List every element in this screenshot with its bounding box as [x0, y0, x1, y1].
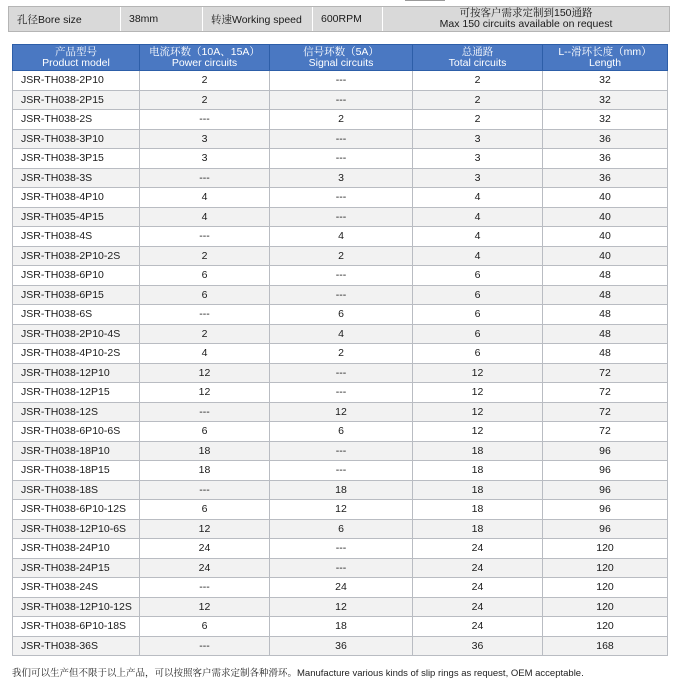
- table-row: [13, 441, 668, 461]
- table-row: [13, 363, 668, 383]
- cell-product-model: JSR-TH038-12P10-12S: [13, 597, 140, 617]
- cell-signal-circuits: ---: [270, 90, 413, 110]
- footer-note: 我们可以生产但不限于以上产品，可以按照客户需求定制各种滑环。Manufacture various kinds of slip rings as request, OEM acceptable.: [12, 668, 584, 679]
- table-row: [13, 422, 668, 442]
- cell-power-circuits: 2: [140, 246, 270, 266]
- table-row: [13, 129, 668, 149]
- cell-power-circuits: 24: [140, 558, 270, 578]
- cell-power-circuits: 12: [140, 597, 270, 617]
- header-product-model: [13, 45, 140, 71]
- cell-product-model: JSR-TH038-2P10-2S: [13, 246, 140, 266]
- table-row: [13, 402, 668, 422]
- cell-power-circuits: 24: [140, 539, 270, 559]
- cell-power-circuits: 6: [140, 285, 270, 305]
- header-power-circuits: [140, 45, 270, 71]
- table-row: [13, 71, 668, 91]
- cell-power-circuits: ---: [140, 480, 270, 500]
- cell-length: 168: [543, 636, 668, 656]
- cell-length: 40: [543, 246, 668, 266]
- cell-total-circuits: 6: [413, 305, 543, 325]
- cell-total-circuits: 12: [413, 422, 543, 442]
- cell-product-model: JSR-TH038-3P10: [13, 129, 140, 149]
- cell-signal-circuits: 6: [270, 422, 413, 442]
- cell-power-circuits: 3: [140, 129, 270, 149]
- cell-power-circuits: ---: [140, 305, 270, 325]
- cell-power-circuits: ---: [140, 636, 270, 656]
- cell-total-circuits: 12: [413, 363, 543, 383]
- cell-signal-circuits: ---: [270, 71, 413, 91]
- header-cn: L--滑环长度（mm）: [558, 45, 652, 58]
- custom-note: [383, 7, 669, 31]
- cell-power-circuits: 6: [140, 422, 270, 442]
- cell-length: 40: [543, 188, 668, 208]
- table-row: [13, 383, 668, 403]
- cell-signal-circuits: ---: [270, 207, 413, 227]
- table-row: [13, 578, 668, 598]
- cell-length: 48: [543, 305, 668, 325]
- cell-signal-circuits: 4: [270, 227, 413, 247]
- cell-product-model: JSR-TH038-12P10-6S: [13, 519, 140, 539]
- cell-product-model: JSR-TH038-18P10: [13, 441, 140, 461]
- cell-length: 36: [543, 149, 668, 169]
- header-length: [543, 45, 668, 71]
- cell-total-circuits: 4: [413, 246, 543, 266]
- header-en: Signal circuits: [308, 56, 374, 69]
- cell-length: 48: [543, 344, 668, 364]
- cell-signal-circuits: ---: [270, 149, 413, 169]
- cell-power-circuits: ---: [140, 227, 270, 247]
- table-row: [13, 617, 668, 637]
- table-row: [13, 207, 668, 227]
- cell-power-circuits: ---: [140, 578, 270, 598]
- cell-signal-circuits: 18: [270, 480, 413, 500]
- cell-total-circuits: 12: [413, 402, 543, 422]
- header-cn: 电流环数（10A、15A）: [149, 45, 260, 58]
- cell-length: 120: [543, 578, 668, 598]
- cell-total-circuits: 18: [413, 461, 543, 481]
- custom-note-cn: 可按客户需求定制到150通路: [459, 7, 593, 19]
- cell-length: 96: [543, 441, 668, 461]
- cell-power-circuits: 18: [140, 441, 270, 461]
- table-row: [13, 461, 668, 481]
- cell-signal-circuits: ---: [270, 285, 413, 305]
- cell-length: 120: [543, 597, 668, 617]
- cell-total-circuits: 18: [413, 480, 543, 500]
- cell-product-model: JSR-TH038-4P10-2S: [13, 344, 140, 364]
- cell-total-circuits: 12: [413, 383, 543, 403]
- cell-power-circuits: 12: [140, 383, 270, 403]
- cell-length: 96: [543, 519, 668, 539]
- table-row: [13, 227, 668, 247]
- cell-power-circuits: ---: [140, 110, 270, 130]
- cell-length: 32: [543, 110, 668, 130]
- cell-total-circuits: 24: [413, 578, 543, 598]
- cell-power-circuits: ---: [140, 402, 270, 422]
- cell-product-model: JSR-TH038-12P10: [13, 363, 140, 383]
- cell-length: 120: [543, 617, 668, 637]
- header-total-circuits: [413, 45, 543, 71]
- cell-total-circuits: 6: [413, 344, 543, 364]
- header-en: Length: [588, 56, 622, 69]
- cell-product-model: JSR-TH038-6P10: [13, 266, 140, 286]
- table-header-row: [13, 45, 668, 71]
- table-row: [13, 285, 668, 305]
- cell-total-circuits: 2: [413, 71, 543, 91]
- cell-product-model: JSR-TH038-18P15: [13, 461, 140, 481]
- cell-power-circuits: 6: [140, 266, 270, 286]
- cell-total-circuits: 4: [413, 207, 543, 227]
- cell-total-circuits: 2: [413, 90, 543, 110]
- cell-signal-circuits: ---: [270, 461, 413, 481]
- table-row: [13, 597, 668, 617]
- table-row: [13, 266, 668, 286]
- cell-length: 48: [543, 266, 668, 286]
- cell-product-model: JSR-TH038-2P10-4S: [13, 324, 140, 344]
- header-en: Total circuits: [448, 56, 507, 69]
- table-row: [13, 344, 668, 364]
- cell-product-model: JSR-TH035-4P15: [13, 207, 140, 227]
- cell-signal-circuits: ---: [270, 441, 413, 461]
- cell-signal-circuits: 2: [270, 110, 413, 130]
- top-divider-line: [405, 0, 445, 1]
- cell-signal-circuits: ---: [270, 266, 413, 286]
- cell-power-circuits: 2: [140, 324, 270, 344]
- cell-product-model: JSR-TH038-36S: [13, 636, 140, 656]
- cell-length: 120: [543, 558, 668, 578]
- cell-product-model: JSR-TH038-24P10: [13, 539, 140, 559]
- cell-length: 96: [543, 500, 668, 520]
- cell-total-circuits: 3: [413, 149, 543, 169]
- table-row: [13, 188, 668, 208]
- cell-length: 120: [543, 539, 668, 559]
- cell-signal-circuits: 12: [270, 597, 413, 617]
- cell-total-circuits: 3: [413, 168, 543, 188]
- cell-product-model: JSR-TH038-6P10-12S: [13, 500, 140, 520]
- cell-product-model: JSR-TH038-2P15: [13, 90, 140, 110]
- table-row: [13, 110, 668, 130]
- cell-product-model: JSR-TH038-18S: [13, 480, 140, 500]
- cell-signal-circuits: 2: [270, 344, 413, 364]
- cell-length: 72: [543, 422, 668, 442]
- cell-power-circuits: 2: [140, 71, 270, 91]
- cell-total-circuits: 18: [413, 441, 543, 461]
- cell-total-circuits: 24: [413, 558, 543, 578]
- cell-power-circuits: 6: [140, 500, 270, 520]
- cell-total-circuits: 2: [413, 110, 543, 130]
- header-signal-circuits: [270, 45, 413, 71]
- cell-total-circuits: 3: [413, 129, 543, 149]
- cell-signal-circuits: 3: [270, 168, 413, 188]
- table-row: [13, 500, 668, 520]
- cell-total-circuits: 6: [413, 285, 543, 305]
- cell-signal-circuits: 4: [270, 324, 413, 344]
- cell-product-model: JSR-TH038-2S: [13, 110, 140, 130]
- cell-total-circuits: 6: [413, 324, 543, 344]
- cell-power-circuits: 4: [140, 188, 270, 208]
- cell-length: 40: [543, 207, 668, 227]
- cell-total-circuits: 24: [413, 597, 543, 617]
- table-row: [13, 246, 668, 266]
- cell-power-circuits: 6: [140, 617, 270, 637]
- cell-signal-circuits: 12: [270, 402, 413, 422]
- header-cn: 总通路: [461, 45, 494, 58]
- cell-power-circuits: 12: [140, 363, 270, 383]
- cell-length: 36: [543, 129, 668, 149]
- cell-signal-circuits: ---: [270, 363, 413, 383]
- cell-product-model: JSR-TH038-4S: [13, 227, 140, 247]
- bore-value: 38mm: [121, 7, 203, 31]
- cell-total-circuits: 18: [413, 519, 543, 539]
- table-row: [13, 519, 668, 539]
- cell-signal-circuits: 12: [270, 500, 413, 520]
- cell-product-model: JSR-TH038-24S: [13, 578, 140, 598]
- header-cn: 信号环数（5A）: [303, 45, 379, 58]
- table-row: [13, 539, 668, 559]
- cell-power-circuits: 2: [140, 90, 270, 110]
- slip-ring-spec-table: [12, 44, 668, 656]
- cell-product-model: JSR-TH038-12P15: [13, 383, 140, 403]
- cell-signal-circuits: ---: [270, 539, 413, 559]
- cell-signal-circuits: ---: [270, 558, 413, 578]
- cell-signal-circuits: 36: [270, 636, 413, 656]
- cell-length: 48: [543, 285, 668, 305]
- cell-length: 40: [543, 227, 668, 247]
- cell-signal-circuits: ---: [270, 383, 413, 403]
- bore-label: 孔径Bore size: [9, 7, 121, 31]
- cell-signal-circuits: 18: [270, 617, 413, 637]
- speed-value: 600RPM: [313, 7, 383, 31]
- cell-signal-circuits: 2: [270, 246, 413, 266]
- header-en: Power circuits: [171, 56, 238, 69]
- table-row: [13, 558, 668, 578]
- cell-length: 96: [543, 480, 668, 500]
- custom-note-en: Max 150 circuits available on request: [439, 18, 613, 30]
- cell-total-circuits: 4: [413, 227, 543, 247]
- table-row: [13, 90, 668, 110]
- cell-total-circuits: 36: [413, 636, 543, 656]
- cell-length: 32: [543, 90, 668, 110]
- header-cn: 产品型号: [55, 45, 97, 58]
- table-row: [13, 168, 668, 188]
- cell-product-model: JSR-TH038-6S: [13, 305, 140, 325]
- cell-length: 72: [543, 383, 668, 403]
- speed-label: 转速Working speed: [203, 7, 313, 31]
- cell-power-circuits: 3: [140, 149, 270, 169]
- cell-product-model: JSR-TH038-6P10-18S: [13, 617, 140, 637]
- cell-power-circuits: ---: [140, 168, 270, 188]
- table-row: [13, 636, 668, 656]
- cell-product-model: JSR-TH038-3P15: [13, 149, 140, 169]
- cell-signal-circuits: ---: [270, 188, 413, 208]
- cell-length: 96: [543, 461, 668, 481]
- cell-product-model: JSR-TH038-6P10-6S: [13, 422, 140, 442]
- table-row: [13, 149, 668, 169]
- cell-length: 36: [543, 168, 668, 188]
- cell-total-circuits: 24: [413, 539, 543, 559]
- cell-power-circuits: 4: [140, 207, 270, 227]
- cell-total-circuits: 24: [413, 617, 543, 637]
- cell-length: 32: [543, 71, 668, 91]
- cell-product-model: JSR-TH038-3S: [13, 168, 140, 188]
- cell-signal-circuits: 6: [270, 305, 413, 325]
- cell-product-model: JSR-TH038-4P10: [13, 188, 140, 208]
- cell-signal-circuits: ---: [270, 129, 413, 149]
- table-row: [13, 305, 668, 325]
- cell-product-model: JSR-TH038-12S: [13, 402, 140, 422]
- cell-total-circuits: 18: [413, 500, 543, 520]
- cell-signal-circuits: 24: [270, 578, 413, 598]
- cell-product-model: JSR-TH038-6P15: [13, 285, 140, 305]
- table-row: [13, 324, 668, 344]
- cell-product-model: JSR-TH038-24P15: [13, 558, 140, 578]
- cell-power-circuits: 18: [140, 461, 270, 481]
- table-row: [13, 480, 668, 500]
- cell-power-circuits: 4: [140, 344, 270, 364]
- cell-product-model: JSR-TH038-2P10: [13, 71, 140, 91]
- cell-signal-circuits: 6: [270, 519, 413, 539]
- cell-total-circuits: 6: [413, 266, 543, 286]
- spec-bar: [8, 6, 670, 32]
- header-en: Product model: [42, 56, 110, 69]
- cell-length: 72: [543, 402, 668, 422]
- cell-length: 48: [543, 324, 668, 344]
- table-body: [13, 71, 668, 656]
- cell-length: 72: [543, 363, 668, 383]
- cell-total-circuits: 4: [413, 188, 543, 208]
- cell-power-circuits: 12: [140, 519, 270, 539]
